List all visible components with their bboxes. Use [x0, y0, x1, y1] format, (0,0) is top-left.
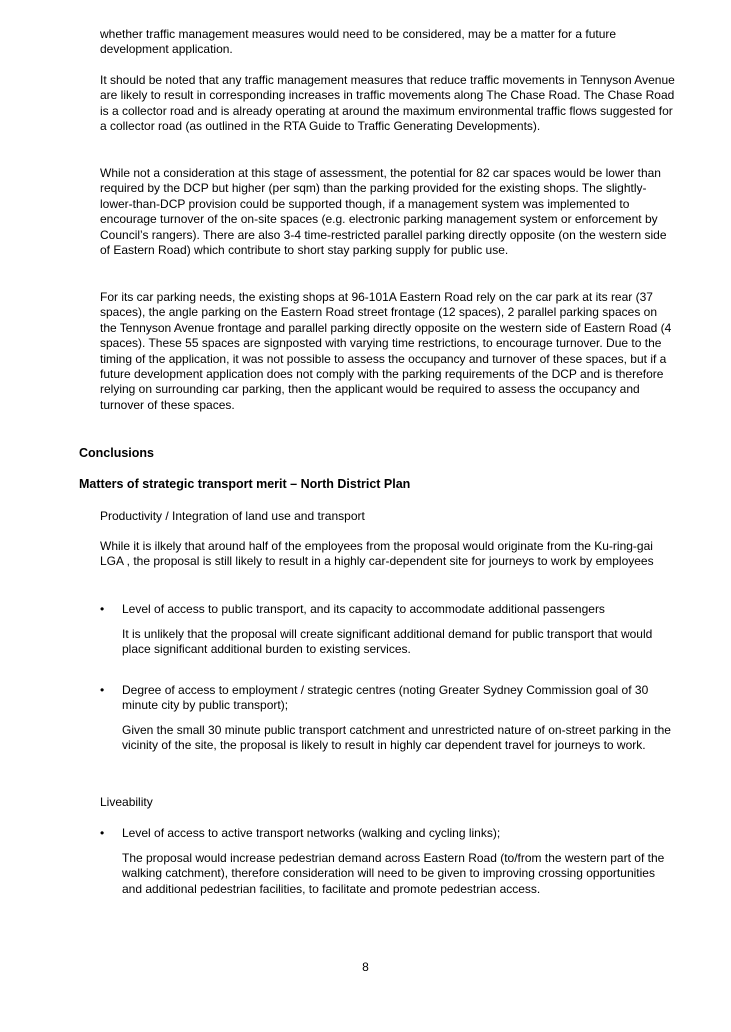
paragraph-chase-road: It should be noted that any traffic management measures that reduce traffic movements in Tennyson Avenue are likely to result in corresponding increases in traffic movements along The Chase Road. The Chase Road is a collector road and is already operating at around the maximum environmental traffic flows suggested for a collector road (as outlined in the RTA Guide to Traffic Generating Developments).: [100, 73, 675, 134]
paragraph-car-spaces: While not a consideration at this stage of assessment, the potential for 82 car spaces would be lower than required by the DCP but higher (per sqm) than the parking provided for the existing shops. The slightly-lower-than-DCP provision could be supported though, if a management system was implemented to encourage turnover of the on-site spaces (e.g. electronic parking management system or enforcement by Council’s rangers). There are also 3-4 time-restricted parallel parking directly opposite (on the western side of Eastern Road) which contribute to short stay parking supply for public use.: [100, 166, 667, 258]
subheading-liveability: Liveability: [100, 795, 153, 809]
bullet-label: Level of access to active transport networks (walking and cycling links);: [122, 826, 501, 840]
bullet-label: Level of access to public transport, and its capacity to accommodate additional passengers: [122, 602, 605, 616]
heading-strategic-merit: Matters of strategic transport merit – North District Plan: [79, 477, 411, 491]
bullet-icon: •: [100, 826, 105, 840]
paragraph-traffic-measures: whether traffic management measures would need to be considered, may be a matter for a future development application.: [100, 27, 617, 57]
bullet-icon: •: [100, 683, 105, 697]
paragraph-existing-shops: For its car parking needs, the existing shops at 96-101A Eastern Road rely on the car park at its rear (37 spaces), the angle parking on the Eastern Road street frontage (12 spaces), 2 parallel parking spaces on the Tennyson Avenue frontage and parallel parking directly opposite on the western side of Eastern Road (4 spaces). These 55 spaces are signposted with varying time restrictions, to encourage turnover. Due to the timing of the application, it was not possible to assess the occupancy and turnover of these spaces, but if a future development application does not comply with the parking requirements of the DCP and is therefore relying on surrounding car parking, then the applicant would be required to assess the occupancy and turnover of these spaces.: [100, 290, 672, 412]
bullet-active-transport-text: The proposal would increase pedestrian demand across Eastern Road (to/from the western part of the walking catchment), therefore consideration will need to be given to improving crossing opportunities and additional pedestrian facilities, to facilitate and promote pedestrian access.: [122, 851, 665, 896]
subheading-productivity: Productivity / Integration of land use and transport: [100, 509, 365, 523]
bullet-label: Degree of access to employment / strategic centres (noting Greater Sydney Commission goal of 30 minute city by public transport);: [122, 683, 649, 713]
bullet-public-transport-text: It is unlikely that the proposal will create significant additional demand for public transport that would place significant additional burden to existing services.: [122, 627, 653, 657]
bullet-icon: •: [100, 602, 105, 616]
page-number: 8: [362, 960, 369, 974]
heading-conclusions: Conclusions: [79, 446, 155, 460]
bullet-employment-centres-text: Given the small 30 minute public transport catchment and unrestricted nature of on-street parking in the vicinity of the site, the proposal is likely to result in highly car dependent travel for journeys to work.: [122, 723, 671, 753]
paragraph-productivity-intro: While it is ilkely that around half of the employees from the proposal would originate from the Ku-ring-gai LGA , the proposal is still likely to result in a highly car-dependent site for journeys to work by employees: [100, 539, 654, 569]
